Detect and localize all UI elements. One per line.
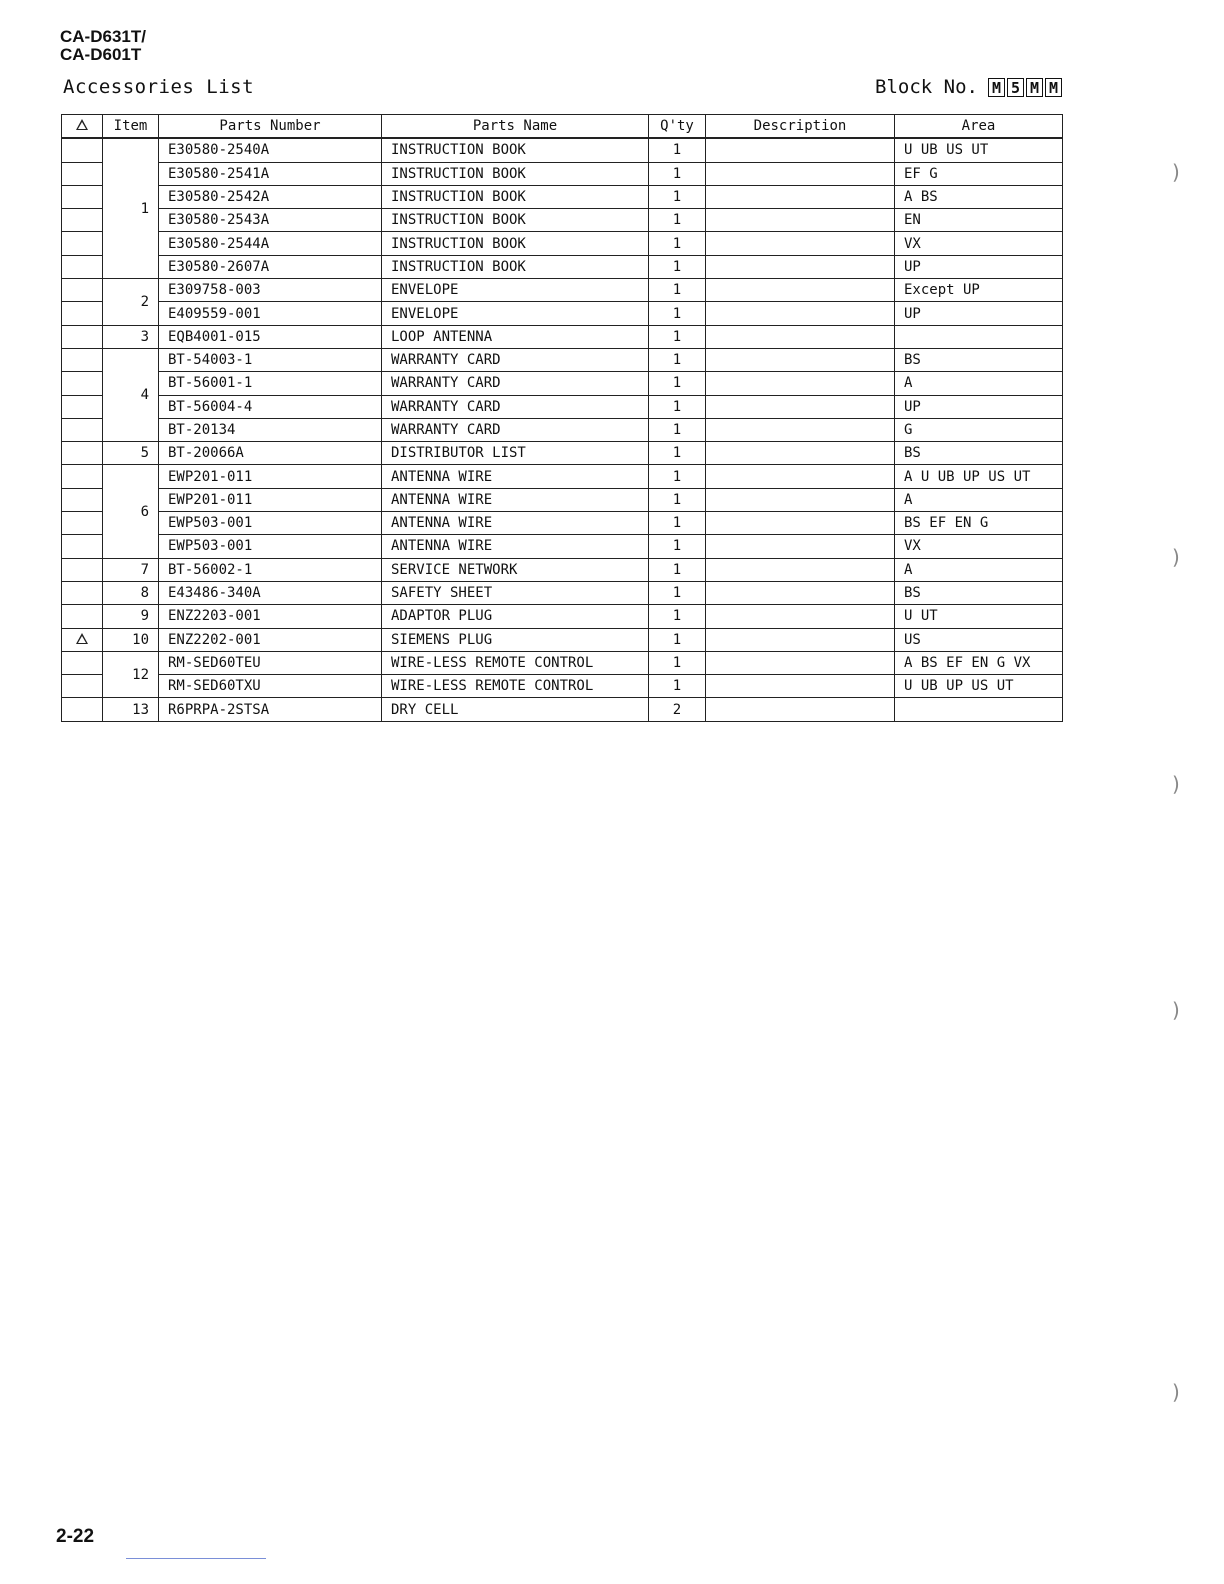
item-number-cell: 1 (103, 138, 159, 278)
warning-cell (62, 605, 103, 628)
quantity-cell: 1 (649, 395, 706, 418)
warning-cell (62, 209, 103, 232)
description-cell (706, 581, 895, 604)
area-cell: Except UP (895, 279, 1063, 302)
description-cell (706, 325, 895, 348)
table-row (62, 302, 1063, 325)
parts-number-cell: ENZ2203-001 (159, 605, 382, 628)
parts-number-cell: BT-56002-1 (159, 558, 382, 581)
area-cell: U UB UP US UT (895, 675, 1063, 698)
parts-name-cell: ANTENNA WIRE (382, 512, 649, 535)
area-cell: A BS EF EN G VX (895, 651, 1063, 674)
page-title: Accessories List (63, 76, 255, 98)
description-cell (706, 698, 895, 721)
parts-name-cell: LOOP ANTENNA (382, 325, 649, 348)
model-number (60, 28, 146, 64)
description-cell (706, 255, 895, 278)
parts-number-cell: E30580-2542A (159, 185, 382, 208)
table-row (62, 488, 1063, 511)
item-number-cell: 5 (103, 442, 159, 465)
parts-number-cell: EQB4001-015 (159, 325, 382, 348)
description-cell (706, 302, 895, 325)
block-number (875, 76, 1062, 98)
model-number-line-1: CA-D631T/ (60, 27, 146, 46)
quantity-cell: 1 (649, 325, 706, 348)
area-cell: EN (895, 209, 1063, 232)
parts-number-cell: R6PRPA-2STSA (159, 698, 382, 721)
table-row (62, 162, 1063, 185)
table-row (62, 651, 1063, 674)
area-cell: UP (895, 255, 1063, 278)
description-cell (706, 372, 895, 395)
parts-number-cell: BT-56001-1 (159, 372, 382, 395)
parts-name-cell: DISTRIBUTOR LIST (382, 442, 649, 465)
parts-name-cell: ANTENNA WIRE (382, 535, 649, 558)
quantity-cell: 1 (649, 162, 706, 185)
area-cell: G (895, 418, 1063, 441)
quantity-cell: 1 (649, 255, 706, 278)
table-row (62, 512, 1063, 535)
description-cell (706, 279, 895, 302)
quantity-cell: 1 (649, 442, 706, 465)
parts-name-cell: DRY CELL (382, 698, 649, 721)
area-cell: EF G (895, 162, 1063, 185)
parts-number-cell: BT-56004-4 (159, 395, 382, 418)
description-cell (706, 418, 895, 441)
warning-cell (62, 395, 103, 418)
quantity-cell: 1 (649, 605, 706, 628)
parts-number-cell: E30580-2544A (159, 232, 382, 255)
warning-cell (62, 255, 103, 278)
description-cell (706, 162, 895, 185)
warning-cell (62, 698, 103, 721)
description-cell (706, 465, 895, 488)
parts-name-cell: ENVELOPE (382, 302, 649, 325)
area-cell: VX (895, 535, 1063, 558)
table-row (62, 255, 1063, 278)
table-row (62, 372, 1063, 395)
quantity-cell: 1 (649, 465, 706, 488)
warning-cell (62, 185, 103, 208)
binding-mark: ) (1172, 1380, 1180, 1404)
column-header-item: Item (103, 115, 159, 139)
warning-triangle-icon (76, 119, 88, 130)
description-cell (706, 138, 895, 162)
warning-cell (62, 162, 103, 185)
table-row (62, 581, 1063, 604)
parts-name-cell: INSTRUCTION BOOK (382, 185, 649, 208)
warning-cell (62, 651, 103, 674)
warning-cell (62, 488, 103, 511)
warning-cell (62, 628, 103, 651)
warning-cell (62, 348, 103, 371)
table-row (62, 675, 1063, 698)
parts-number-cell: EWP201-011 (159, 465, 382, 488)
item-number-cell: 3 (103, 325, 159, 348)
description-cell (706, 512, 895, 535)
quantity-cell: 1 (649, 488, 706, 511)
area-cell: U UT (895, 605, 1063, 628)
page-number: 2-22 (56, 1526, 95, 1547)
warning-cell (62, 138, 103, 162)
parts-number-cell: E30580-2607A (159, 255, 382, 278)
item-number-cell: 8 (103, 581, 159, 604)
block-code: 5 (1007, 78, 1024, 97)
quantity-cell: 1 (649, 512, 706, 535)
parts-name-cell: INSTRUCTION BOOK (382, 232, 649, 255)
quantity-cell: 1 (649, 185, 706, 208)
item-number-cell: 6 (103, 465, 159, 558)
column-header-area: Area (895, 115, 1063, 139)
parts-number-cell: BT-54003-1 (159, 348, 382, 371)
parts-number-cell: E30580-2540A (159, 138, 382, 162)
warning-cell (62, 418, 103, 441)
quantity-cell: 2 (649, 698, 706, 721)
table-row (62, 138, 1063, 162)
parts-name-cell: ENVELOPE (382, 279, 649, 302)
warning-cell (62, 465, 103, 488)
table-row (62, 209, 1063, 232)
description-cell (706, 185, 895, 208)
description-cell (706, 605, 895, 628)
parts-name-cell: SERVICE NETWORK (382, 558, 649, 581)
parts-number-cell: RM-SED60TXU (159, 675, 382, 698)
area-cell: A BS (895, 185, 1063, 208)
binding-mark: ) (1172, 772, 1180, 796)
quantity-cell: 1 (649, 232, 706, 255)
area-cell: A U UB UP US UT (895, 465, 1063, 488)
parts-name-cell: ANTENNA WIRE (382, 488, 649, 511)
quantity-cell: 1 (649, 558, 706, 581)
binding-mark: ) (1172, 545, 1180, 569)
parts-name-cell: SAFETY SHEET (382, 581, 649, 604)
area-cell: A (895, 558, 1063, 581)
warning-cell (62, 535, 103, 558)
parts-name-cell: INSTRUCTION BOOK (382, 138, 649, 162)
area-cell: U UB US UT (895, 138, 1063, 162)
description-cell (706, 232, 895, 255)
description-cell (706, 209, 895, 232)
table-row (62, 232, 1063, 255)
description-cell (706, 488, 895, 511)
description-cell (706, 675, 895, 698)
parts-number-cell: EWP201-011 (159, 488, 382, 511)
parts-number-cell: E409559-001 (159, 302, 382, 325)
area-cell: BS (895, 348, 1063, 371)
warning-cell (62, 279, 103, 302)
table-row (62, 185, 1063, 208)
table-row (62, 325, 1063, 348)
item-number-cell: 10 (103, 628, 159, 651)
area-cell: US (895, 628, 1063, 651)
area-cell: UP (895, 395, 1063, 418)
warning-cell (62, 372, 103, 395)
description-cell (706, 628, 895, 651)
parts-name-cell: ANTENNA WIRE (382, 465, 649, 488)
model-number-line-2: CA-D601T (60, 45, 142, 64)
table-row (62, 558, 1063, 581)
warning-cell (62, 232, 103, 255)
column-header-parts-name: Parts Name (382, 115, 649, 139)
area-cell: BS (895, 581, 1063, 604)
block-code: M (988, 78, 1005, 97)
parts-name-cell: WARRANTY CARD (382, 395, 649, 418)
table-row (62, 418, 1063, 441)
table-row (62, 698, 1063, 721)
parts-name-cell: INSTRUCTION BOOK (382, 162, 649, 185)
parts-name-cell: ADAPTOR PLUG (382, 605, 649, 628)
quantity-cell: 1 (649, 581, 706, 604)
area-cell: A (895, 372, 1063, 395)
description-cell (706, 651, 895, 674)
area-cell: A (895, 488, 1063, 511)
table-header-row (62, 115, 1063, 139)
warning-cell (62, 675, 103, 698)
parts-name-cell: SIEMENS PLUG (382, 628, 649, 651)
table-row (62, 395, 1063, 418)
area-cell: VX (895, 232, 1063, 255)
column-header-parts-number: Parts Number (159, 115, 382, 139)
quantity-cell: 1 (649, 348, 706, 371)
binding-mark: ) (1172, 998, 1180, 1022)
parts-number-cell: BT-20066A (159, 442, 382, 465)
parts-number-cell: E30580-2543A (159, 209, 382, 232)
description-cell (706, 442, 895, 465)
area-cell: BS (895, 442, 1063, 465)
table-row (62, 348, 1063, 371)
warning-cell (62, 558, 103, 581)
parts-number-cell: E309758-003 (159, 279, 382, 302)
area-cell: UP (895, 302, 1063, 325)
quantity-cell: 1 (649, 372, 706, 395)
warning-cell (62, 442, 103, 465)
parts-name-cell: WIRE-LESS REMOTE CONTROL (382, 675, 649, 698)
parts-name-cell: INSTRUCTION BOOK (382, 255, 649, 278)
area-cell: BS EF EN G (895, 512, 1063, 535)
parts-name-cell: INSTRUCTION BOOK (382, 209, 649, 232)
column-header-warning (62, 115, 103, 139)
quantity-cell: 1 (649, 302, 706, 325)
warning-cell (62, 581, 103, 604)
parts-number-cell: EWP503-001 (159, 512, 382, 535)
item-number-cell: 4 (103, 348, 159, 441)
quantity-cell: 1 (649, 628, 706, 651)
description-cell (706, 395, 895, 418)
quantity-cell: 1 (649, 138, 706, 162)
warning-triangle-icon (76, 633, 88, 644)
warning-cell (62, 325, 103, 348)
parts-number-cell: E43486-340A (159, 581, 382, 604)
block-code: M (1026, 78, 1043, 97)
block-number-label: Block No. (875, 76, 978, 98)
item-number-cell: 12 (103, 651, 159, 698)
block-code-group (988, 78, 1062, 97)
area-cell (895, 325, 1063, 348)
table-row (62, 279, 1063, 302)
item-number-cell: 7 (103, 558, 159, 581)
block-code: M (1045, 78, 1062, 97)
parts-number-cell: E30580-2541A (159, 162, 382, 185)
quantity-cell: 1 (649, 535, 706, 558)
quantity-cell: 1 (649, 418, 706, 441)
parts-name-cell: WIRE-LESS REMOTE CONTROL (382, 651, 649, 674)
quantity-cell: 1 (649, 675, 706, 698)
warning-cell (62, 302, 103, 325)
quantity-cell: 1 (649, 279, 706, 302)
warning-cell (62, 512, 103, 535)
item-number-cell: 13 (103, 698, 159, 721)
parts-name-cell: WARRANTY CARD (382, 348, 649, 371)
parts-number-cell: RM-SED60TEU (159, 651, 382, 674)
area-cell (895, 698, 1063, 721)
table-row (62, 605, 1063, 628)
table-row (62, 628, 1063, 651)
table-row (62, 442, 1063, 465)
parts-number-cell: ENZ2202-001 (159, 628, 382, 651)
item-number-cell: 2 (103, 279, 159, 326)
column-header-qty: Q'ty (649, 115, 706, 139)
column-header-description: Description (706, 115, 895, 139)
description-cell (706, 348, 895, 371)
quantity-cell: 1 (649, 651, 706, 674)
table-body (62, 138, 1063, 721)
parts-name-cell: WARRANTY CARD (382, 372, 649, 395)
table-row (62, 465, 1063, 488)
parts-number-cell: BT-20134 (159, 418, 382, 441)
quantity-cell: 1 (649, 209, 706, 232)
accessories-table (61, 114, 1063, 722)
description-cell (706, 535, 895, 558)
footer-rule (126, 1558, 266, 1559)
table-row (62, 535, 1063, 558)
binding-mark: ) (1172, 160, 1180, 184)
item-number-cell: 9 (103, 605, 159, 628)
parts-name-cell: WARRANTY CARD (382, 418, 649, 441)
description-cell (706, 558, 895, 581)
parts-number-cell: EWP503-001 (159, 535, 382, 558)
